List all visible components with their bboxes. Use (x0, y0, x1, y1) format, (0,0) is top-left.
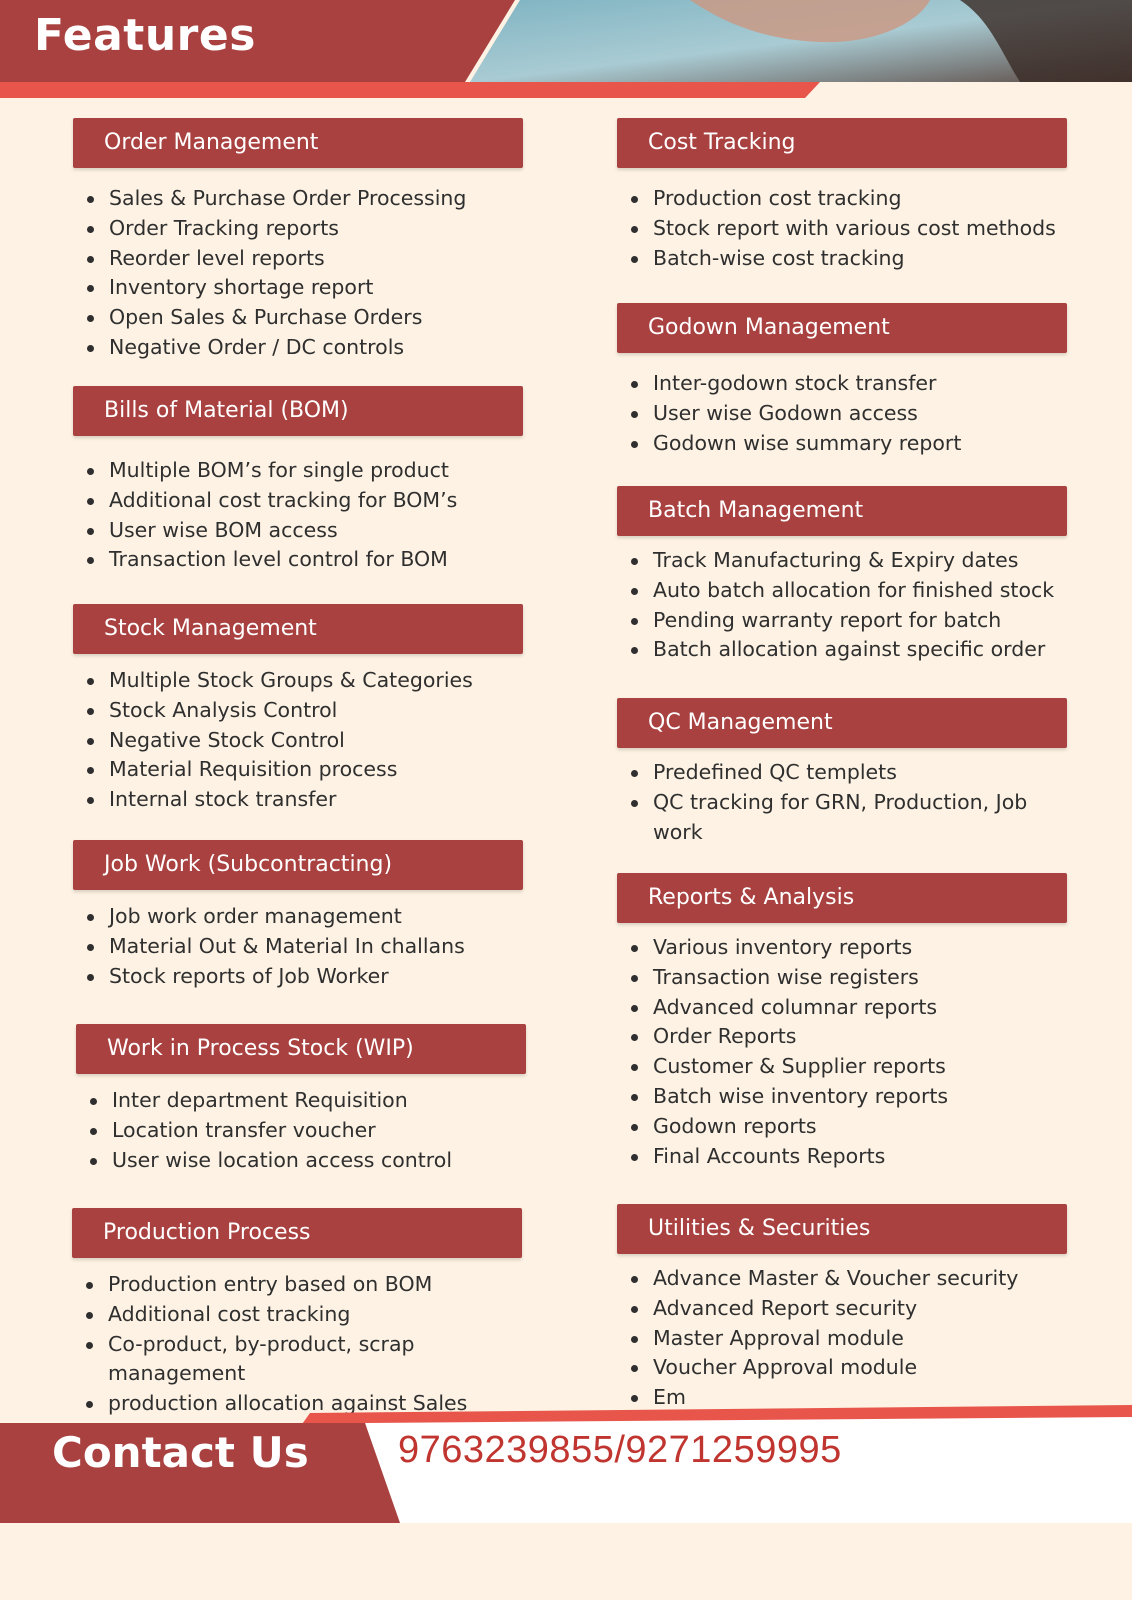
feature-list (73, 666, 523, 815)
list-item: Order Reports (617, 1022, 1067, 1052)
section-title: Batch Management (617, 486, 1067, 536)
page-title: Features (34, 10, 256, 61)
feature-list (73, 456, 523, 575)
section-job-work (73, 840, 523, 991)
section-utilities-securities (617, 1204, 1067, 1413)
section-title: Reports & Analysis (617, 873, 1067, 923)
feature-list (76, 1086, 526, 1175)
list-item: Transaction level control for BOM (73, 545, 523, 575)
section-title: Utilities & Securities (617, 1204, 1067, 1254)
list-item: Transaction wise registers (617, 963, 1067, 993)
list-item: Reorder level reports (73, 244, 523, 274)
list-item: Additional cost tracking for BOM’s (73, 486, 523, 516)
list-item: User wise location access control (76, 1146, 526, 1176)
feature-list (617, 758, 1067, 847)
list-item: Final Accounts Reports (617, 1142, 1067, 1172)
list-item: Sales & Purchase Order Processing (73, 184, 523, 214)
header-banner (0, 0, 1132, 100)
list-item: Predefined QC templets (617, 758, 1067, 788)
section-bom (73, 386, 523, 575)
list-item: Job work order management (73, 902, 523, 932)
feature-list (73, 902, 523, 991)
accent-stripe (0, 82, 820, 98)
section-order-management (73, 118, 523, 363)
list-item: Order Tracking reports (73, 214, 523, 244)
section-title: Work in Process Stock (WIP) (76, 1024, 526, 1074)
section-qc-management (617, 698, 1067, 847)
list-item: Batch-wise cost tracking (617, 244, 1067, 274)
list-item: Batch wise inventory reports (617, 1082, 1067, 1112)
section-reports-analysis (617, 873, 1067, 1171)
list-item: Godown wise summary report (617, 429, 1067, 459)
list-item: Inventory shortage report (73, 273, 523, 303)
list-item: Advanced columnar reports (617, 993, 1067, 1023)
feature-list (73, 184, 523, 363)
section-title: Cost Tracking (617, 118, 1067, 168)
list-item: Stock reports of Job Worker (73, 962, 523, 992)
list-item: Location transfer voucher (76, 1116, 526, 1146)
section-stock-management (73, 604, 523, 815)
feature-list (617, 369, 1067, 458)
feature-list (617, 546, 1067, 665)
list-item: Track Manufacturing & Expiry dates (617, 546, 1067, 576)
contact-us-label: Contact Us (52, 1428, 309, 1477)
footer-banner (0, 1405, 1132, 1600)
list-item: Auto batch allocation for finished stock (617, 576, 1067, 606)
list-item: User wise BOM access (73, 516, 523, 546)
list-item: Voucher Approval module (617, 1353, 1067, 1383)
list-item: Various inventory reports (617, 933, 1067, 963)
section-title: Order Management (73, 118, 523, 168)
list-item: Godown reports (617, 1112, 1067, 1142)
feature-list (617, 1264, 1067, 1413)
list-item: Batch allocation against specific order (617, 635, 1067, 665)
section-title: Job Work (Subcontracting) (73, 840, 523, 890)
section-title: QC Management (617, 698, 1067, 748)
list-item: Inter department Requisition (76, 1086, 526, 1116)
feature-list (72, 1270, 522, 1419)
phone-number[interactable]: 9763239855/9271259995 (398, 1429, 842, 1471)
list-item: Open Sales & Purchase Orders (73, 303, 523, 333)
section-title: Godown Management (617, 303, 1067, 353)
list-item: Pending warranty report for batch (617, 606, 1067, 636)
list-item: Multiple Stock Groups & Categories (73, 666, 523, 696)
list-item: Advanced Report security (617, 1294, 1067, 1324)
list-item: Advance Master & Voucher security (617, 1264, 1067, 1294)
list-item: Stock report with various cost methods (617, 214, 1067, 244)
list-item: Production cost tracking (617, 184, 1067, 214)
section-cost-tracking (617, 118, 1067, 273)
section-title: Stock Management (73, 604, 523, 654)
list-item: Production entry based on BOM (72, 1270, 522, 1300)
list-item: production allocation against Sales (72, 1389, 522, 1419)
list-item: Em (617, 1383, 1067, 1413)
section-wip (76, 1024, 526, 1175)
section-batch-management (617, 486, 1067, 665)
list-item: Stock Analysis Control (73, 696, 523, 726)
list-item: Master Approval module (617, 1324, 1067, 1354)
list-item: Inter-godown stock transfer (617, 369, 1067, 399)
list-item: Negative Order / DC controls (73, 333, 523, 363)
list-item: Internal stock transfer (73, 785, 523, 815)
section-production-process (72, 1208, 522, 1419)
list-item: Additional cost tracking (72, 1300, 522, 1330)
list-item: User wise Godown access (617, 399, 1067, 429)
feature-list (617, 933, 1067, 1171)
list-item: Material Out & Material In challans (73, 932, 523, 962)
section-title: Production Process (72, 1208, 522, 1258)
list-item: Co-product, by-product, scrap management (72, 1330, 448, 1390)
section-title: Bills of Material (BOM) (73, 386, 523, 436)
list-item: Customer & Supplier reports (617, 1052, 1067, 1082)
list-item: QC tracking for GRN, Production, Job work (617, 788, 1073, 848)
list-item: Multiple BOM’s for single product (73, 456, 523, 486)
list-item: Material Requisition process (73, 755, 523, 785)
list-item: Negative Stock Control (73, 726, 523, 756)
section-godown-management (617, 303, 1067, 458)
feature-list (617, 184, 1067, 273)
